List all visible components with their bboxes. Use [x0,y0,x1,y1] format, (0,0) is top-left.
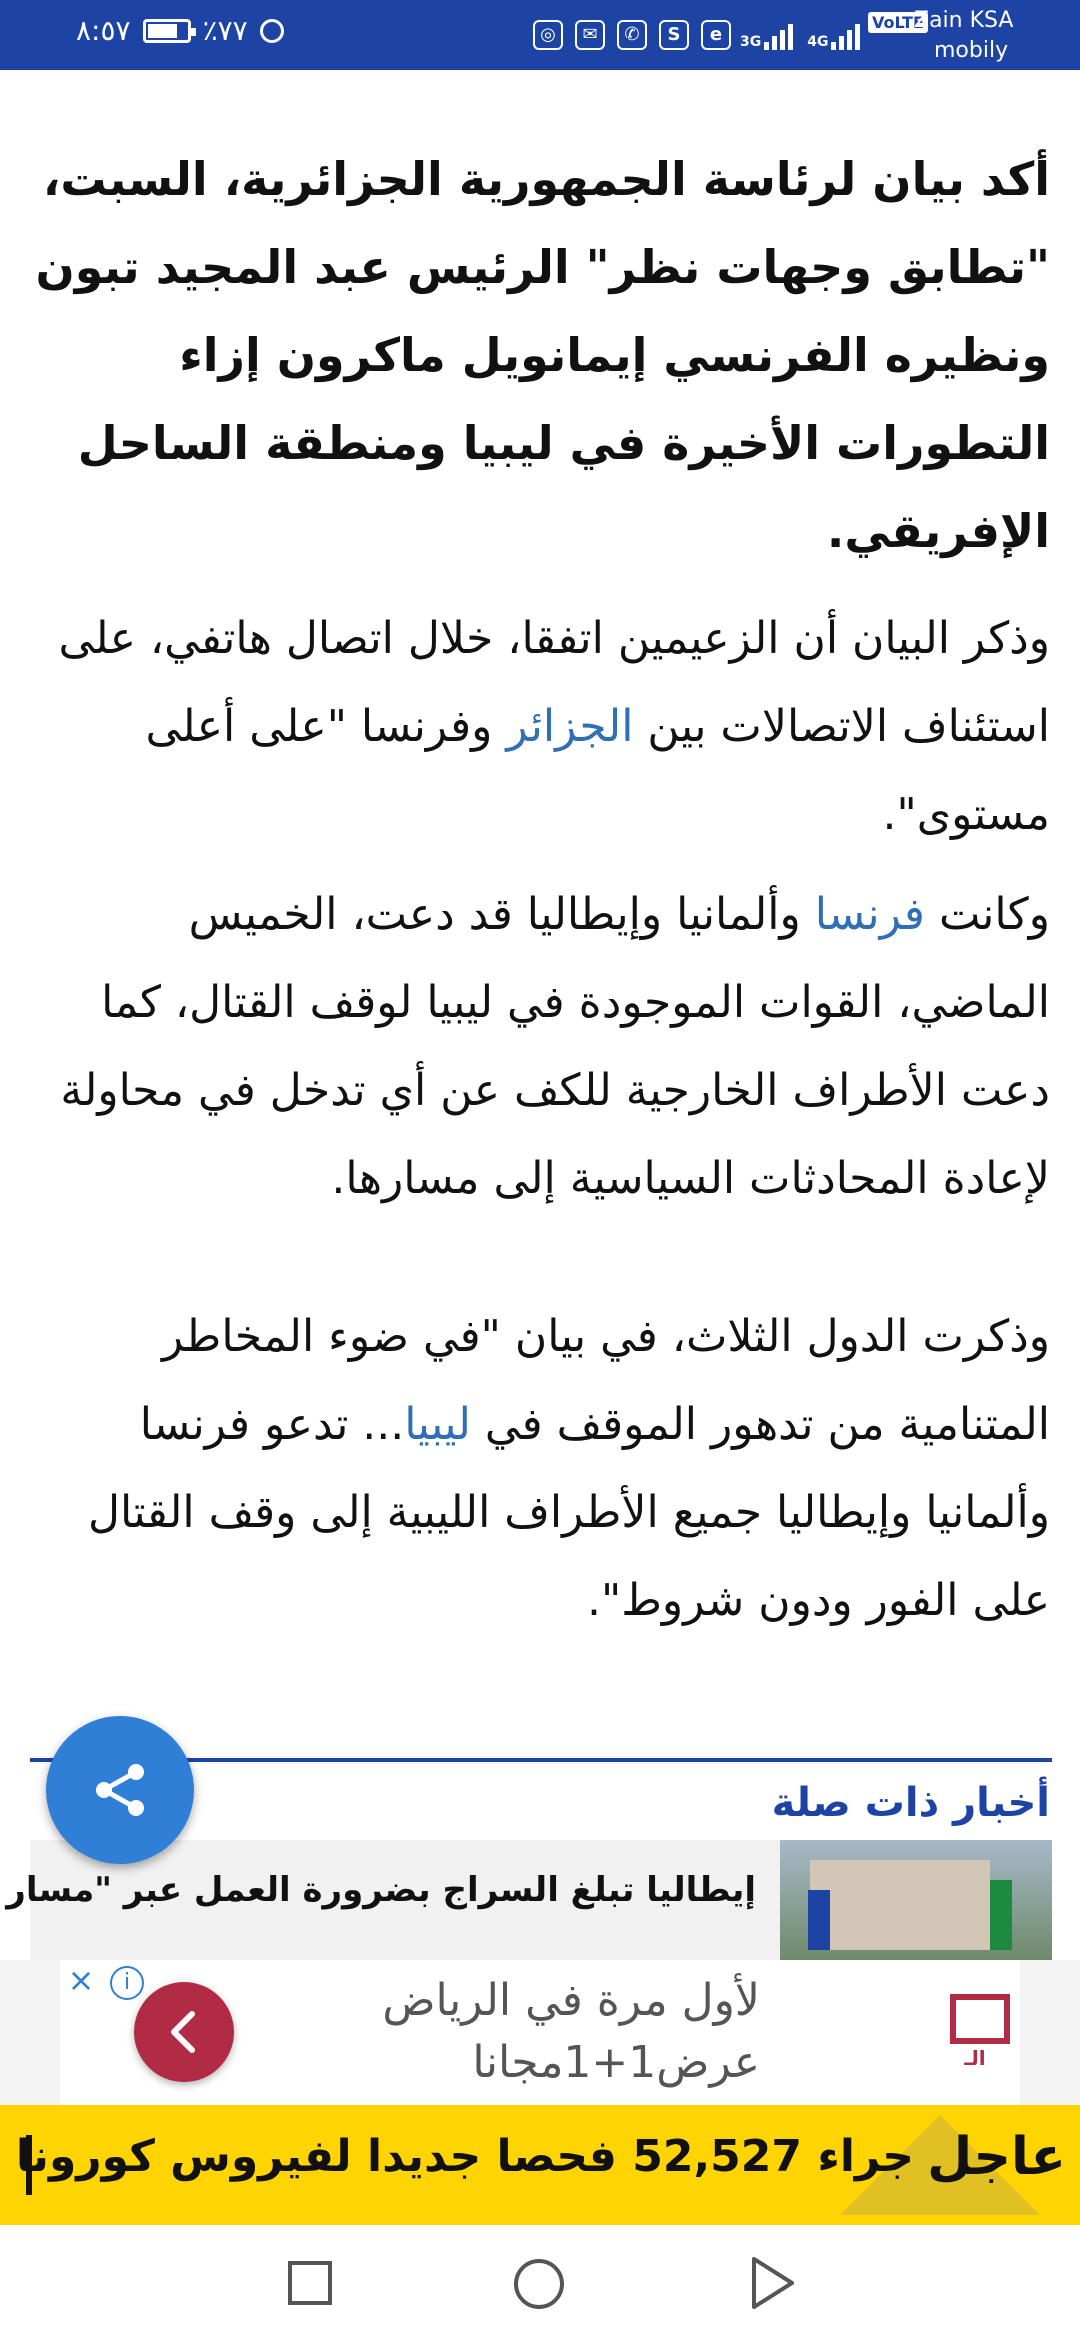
back-button[interactable] [134,1982,234,2082]
paragraph-text: وفرنسا "على أعلى مستوى". [145,701,1050,840]
network-3g: 3G [740,34,762,50]
ad-logo [920,1980,1030,2090]
related-thumbnail [780,1840,1052,1960]
ticker-text: جراء 52,527 فحصا جديدا لفيروس كورونا [15,2131,914,2182]
back-nav-button[interactable] [748,2255,798,2311]
signal-group [740,18,860,50]
notification-icons [533,20,731,50]
paragraph-text: وذكرت الدول الثلاث، في بيان "في ضوء المخاطر المتنامية من تدهور الموقف في [162,1311,1050,1450]
flag-shape [990,1880,1012,1950]
carrier-2: mobily [934,38,1009,63]
mail-icon: ✉ [575,20,605,50]
signal-bars-icon [764,18,793,50]
clock: ٨:٥٧ [76,14,131,47]
alarm-icon [260,19,284,43]
paragraph-text: ... تدعو فرنسا وألمانيا وإيطاليا جميع الأطراف الليبية إلى وقف القتال على الفور ودون شروط". [88,1399,1050,1626]
status-left [76,14,284,47]
battery-fill [148,24,177,38]
home-button[interactable] [514,2259,564,2309]
signal-2 [807,18,860,50]
paragraph-text: وكانت [924,889,1050,940]
ad-close-icon[interactable]: × [67,1961,95,1999]
related-news-item[interactable] [6,1840,1052,1960]
breaking-news-ticker[interactable] [0,2105,1080,2225]
whatsapp-icon: ✆ [617,20,647,50]
link-france[interactable]: فرنسا [814,889,925,940]
ad-line-2: عرض1+1مجانا [472,2037,760,2088]
status-bar [0,0,1080,70]
instagram-icon: ◎ [533,20,563,50]
related-news-title: أخبار ذات صلة [771,1780,1050,1826]
breaking-label: عاجل [927,2127,1066,2187]
signal-1 [740,18,793,50]
article-paragraph-3 [34,871,1050,1223]
s-app-icon: S [659,20,689,50]
battery-icon [143,19,191,43]
link-algeria[interactable]: الجزائر [506,701,634,752]
article-paragraph-4 [34,1293,1050,1645]
battery-percent: ٪٧٧ [202,14,248,47]
related-item-title: إيطاليا تبلغ السراج بضرورة العمل عبر "مسار [6,1870,756,1910]
logo-mark-icon [950,1994,1010,2044]
flag-shape [808,1890,830,1950]
link-libya[interactable]: ليبيا [404,1399,471,1450]
ad-brand: الـ [964,2046,986,2070]
network-4g: 4G [807,34,829,50]
e-app-icon: e [701,20,731,50]
navigation-bar [0,2225,1080,2340]
carrier-names [914,6,1013,66]
building-shape [810,1860,990,1950]
chevron-left-icon [162,2006,206,2058]
share-button[interactable] [46,1716,194,1864]
volte-badge: VoLTE [868,12,928,33]
article-body [34,135,1050,1657]
ad-text [382,1970,760,2094]
paragraph-text: وذكر البيان أن الزعيمين اتفقا، خلال اتصال هاتفي، على استئناف الاتصالات بين [58,613,1050,752]
ad-line-1: لأول مرة في الرياض [382,1975,760,2026]
article-lead: أكد بيان لرئاسة الجمهورية الجزائرية، السبت، "تطابق وجهات نظر" الرئيس عبد المجيد تبون ونظيره الفرنسي إيمانويل ماكرون إزاء التطورات الأخيرة في ليبيا ومنطقة الساحل الإفريقي. [35,152,1050,558]
ad-info-icon[interactable]: i [110,1966,144,2000]
recent-apps-button[interactable] [288,2261,332,2305]
article-paragraph-2 [34,595,1050,859]
signal-bars-icon [831,18,860,50]
share-icon [90,1760,150,1820]
carrier-1: Zain KSA [914,8,1014,33]
paragraph-text: وألمانيا وإيطاليا قد دعت، الخميس الماضي، القوات الموجودة في ليبيا لوقف القتال، كما دعت الأطراف الخارجية للكف عن أي تدخل في محاولة لإعادة المحادثات السياسية إلى مسارها. [60,889,1050,1204]
